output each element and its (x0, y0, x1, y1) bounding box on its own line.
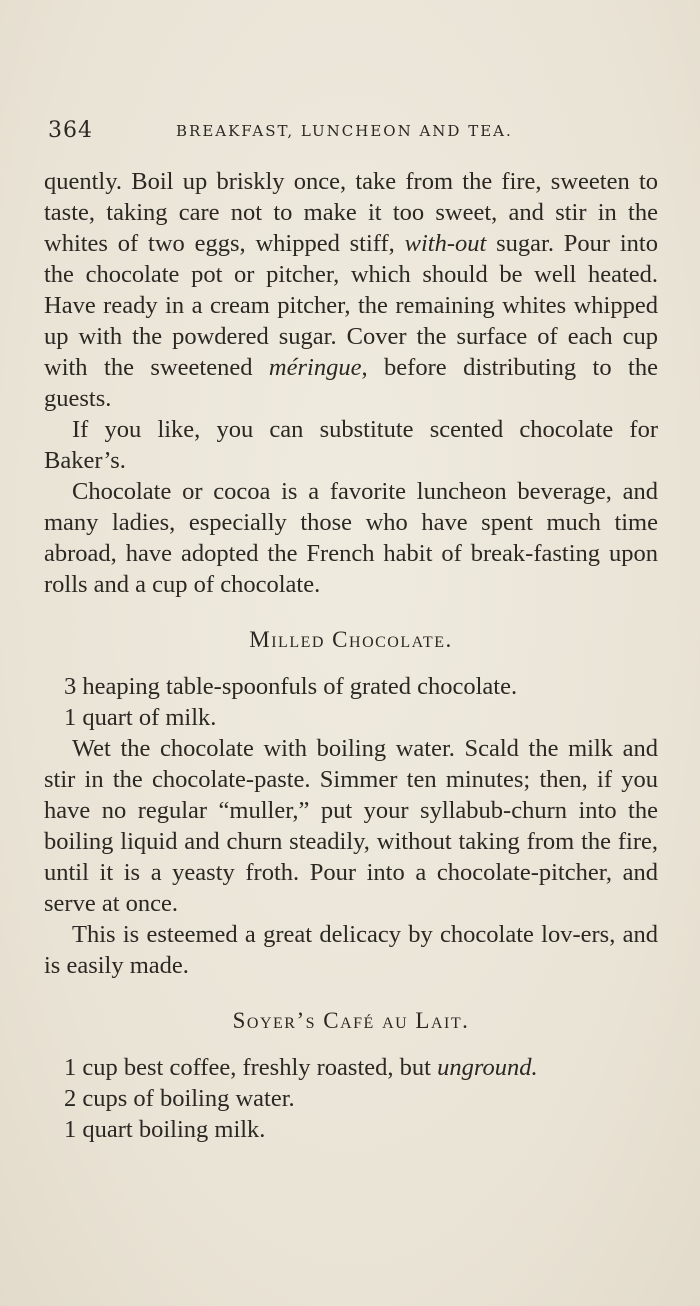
paragraph-text: , before distributing to the guests. (44, 354, 658, 412)
paragraph-chocolate-preparation (44, 166, 658, 414)
italic-text: méringue (268, 354, 362, 381)
paragraph-substitute: If you like, you can substitute scented chocolate for Baker’s. (44, 416, 658, 474)
paragraph-luncheon-beverage: Chocolate or cocoa is a favorite luncheon beverage, and many ladies, especially those who have spent much time abroad, have adopted the French habit of break-fasting upon rolls and a cup of chocolate. (44, 478, 658, 598)
ingredient-text: 1 cup best coffee, freshly roasted, but (64, 1054, 438, 1081)
ingredient-line: 1 quart of milk. (64, 704, 217, 731)
recipe-title-milled-chocolate: Milled Chocolate. (249, 627, 453, 652)
italic-text: unground. (437, 1054, 538, 1081)
ingredient-line: 1 quart boiling milk. (64, 1116, 266, 1143)
italic-text: with-out (404, 230, 487, 257)
running-head: BREAKFAST, LUNCHEON AND TEA. (176, 122, 513, 140)
ingredient-line: 2 cups of boiling water. (64, 1085, 295, 1112)
recipe-method: Wet the chocolate with boiling water. Scald the milk and stir in the chocolate-paste. Simmer ten minutes; then, if you have no regular “muller,” put your syllabub-churn into the boiling liquid and churn steadily, without taking from the fire, until it is a yeasty froth. Pour into a chocolate-pitcher, and serve at once. (44, 735, 658, 917)
recipe-title-soyers-cafe: Soyer’s Café au Lait. (232, 1008, 470, 1033)
page-number: 364 (48, 118, 93, 143)
page-header (48, 118, 658, 148)
recipe-note: This is esteemed a great delicacy by chocolate lov-ers, and is easily made. (44, 921, 658, 979)
ingredient-line (44, 1052, 658, 1083)
body-text (44, 166, 658, 1145)
ingredient-line: 3 heaping table-spoonfuls of grated chocolate. (64, 673, 518, 700)
paragraph-text: sugar. Pour into the chocolate pot or pitcher, which should be well heated. Have ready in a cream pitcher, the remaining whites whipped up with the powdered sugar. Cover the surface of each cup with the sweetened (44, 230, 658, 381)
paragraph-text: quently. Boil up briskly once, take from the fire, sweeten to taste, taking care not to make it too sweet, and stir in the whites of two eggs, whipped stiff, (44, 168, 658, 257)
